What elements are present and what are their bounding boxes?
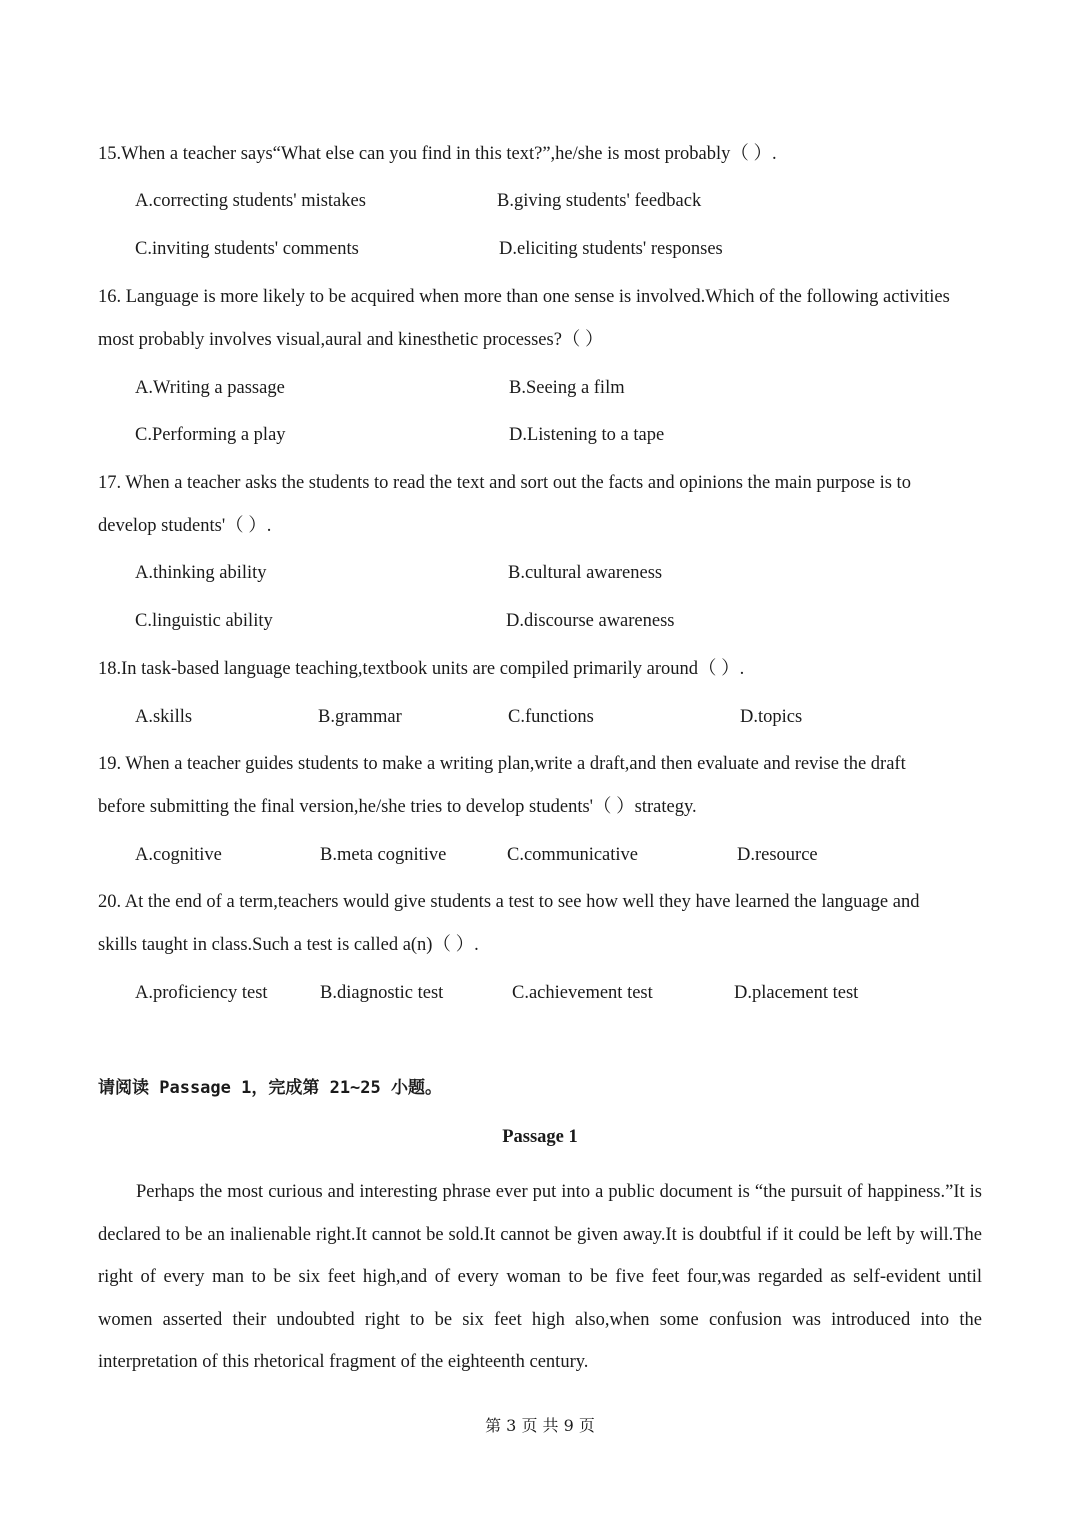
passage-body: Perhaps the most curious and interesting phrase ever put into a public document is “the pursuit of happiness.”It is declared to be an inalienable right.It cannot be sold.It cannot be given away.It is doubtful if it could be left by will.The right of every man to be six feet high,and of every woman to be five feet four,was regarded as self-evident until women asserted their undoubted right to be six feet high also,when some confusion was introduced into the interpretation of this rhetorical fragment of the eighteenth century.	[98, 1182, 982, 1372]
question-15-options-row-1	[0, 189, 1080, 213]
option-17-b[interactable]: B.cultural awareness	[508, 563, 663, 583]
option-20-c[interactable]: C.achievement test	[512, 983, 653, 1003]
option-18-b[interactable]: B.grammar	[318, 707, 402, 727]
question-15-stem: 15.When a teacher says“What else can you find in this text?”,he/she is most probably（ ）.	[98, 144, 777, 164]
option-20-d[interactable]: D.placement test	[734, 983, 859, 1003]
option-17-c[interactable]: C.linguistic ability	[135, 611, 273, 631]
option-16-b[interactable]: B.Seeing a film	[509, 378, 625, 398]
option-17-d[interactable]: D.discourse awareness	[506, 611, 675, 631]
option-16-d[interactable]: D.Listening to a tape	[509, 425, 665, 445]
option-16-c[interactable]: C.Performing a play	[135, 425, 286, 445]
question-17-options-row-2	[0, 609, 1080, 633]
option-19-d[interactable]: D.resource	[737, 845, 818, 865]
option-18-c[interactable]: C.functions	[508, 707, 594, 727]
question-17-stem-line-1: 17. When a teacher asks the students to read the text and sort out the facts and opinions the main purpose is to	[98, 473, 911, 493]
question-19-stem-line-1: 19. When a teacher guides students to make a writing plan,write a draft,and then evaluate and revise the draft	[98, 754, 906, 774]
question-16-options-row-2	[0, 423, 1080, 447]
question-18-stem: 18.In task-based language teaching,textbook units are compiled primarily around（ ）.	[98, 659, 745, 679]
option-18-a[interactable]: A.skills	[135, 707, 193, 727]
question-17-options-row-1	[0, 561, 1080, 585]
question-16-stem-line-1: 16. Language is more likely to be acquired when more than one sense is involved.Which of the following activities	[98, 287, 950, 307]
question-19-options-row	[0, 843, 1080, 867]
option-15-d[interactable]: D.eliciting students' responses	[499, 239, 723, 259]
option-19-a[interactable]: A.cognitive	[135, 845, 222, 865]
option-20-b[interactable]: B.diagnostic test	[320, 983, 444, 1003]
question-20-stem-line-2: skills taught in class.Such a test is called a(n)（ ）.	[98, 935, 479, 955]
question-15-options-row-2	[0, 237, 1080, 261]
question-18-options-row	[0, 705, 1080, 729]
option-15-b[interactable]: B.giving students' feedback	[497, 191, 702, 211]
option-15-a[interactable]: A.correcting students' mistakes	[135, 191, 366, 211]
reading-section-instruction: 请阅读 Passage 1，完成第 21~25 小题。	[98, 1078, 442, 1098]
question-20-stem-line-1: 20. At the end of a term,teachers would give students a test to see how well they have learned the language and	[98, 892, 920, 912]
option-17-a[interactable]: A.thinking ability	[135, 563, 267, 583]
option-20-a[interactable]: A.proficiency test	[135, 983, 268, 1003]
option-16-a[interactable]: A.Writing a passage	[135, 378, 285, 398]
passage-title: Passage 1	[502, 1127, 578, 1147]
page-indicator: 第 3 页 共 9 页	[485, 1416, 595, 1435]
question-20-options-row	[0, 981, 1080, 1005]
option-19-c[interactable]: C.communicative	[507, 845, 639, 865]
question-16-stem-line-2: most probably involves visual,aural and kinesthetic processes?（ ）	[98, 330, 604, 350]
option-19-b[interactable]: B.meta cognitive	[320, 845, 447, 865]
question-19-stem-line-2: before submitting the final version,he/she tries to develop students'（ ）strategy.	[98, 797, 697, 817]
option-18-d[interactable]: D.topics	[740, 707, 803, 727]
question-17-stem-line-2: develop students'（ ）.	[98, 516, 272, 536]
question-16-options-row-1	[0, 376, 1080, 400]
option-15-c[interactable]: C.inviting students' comments	[135, 239, 359, 259]
